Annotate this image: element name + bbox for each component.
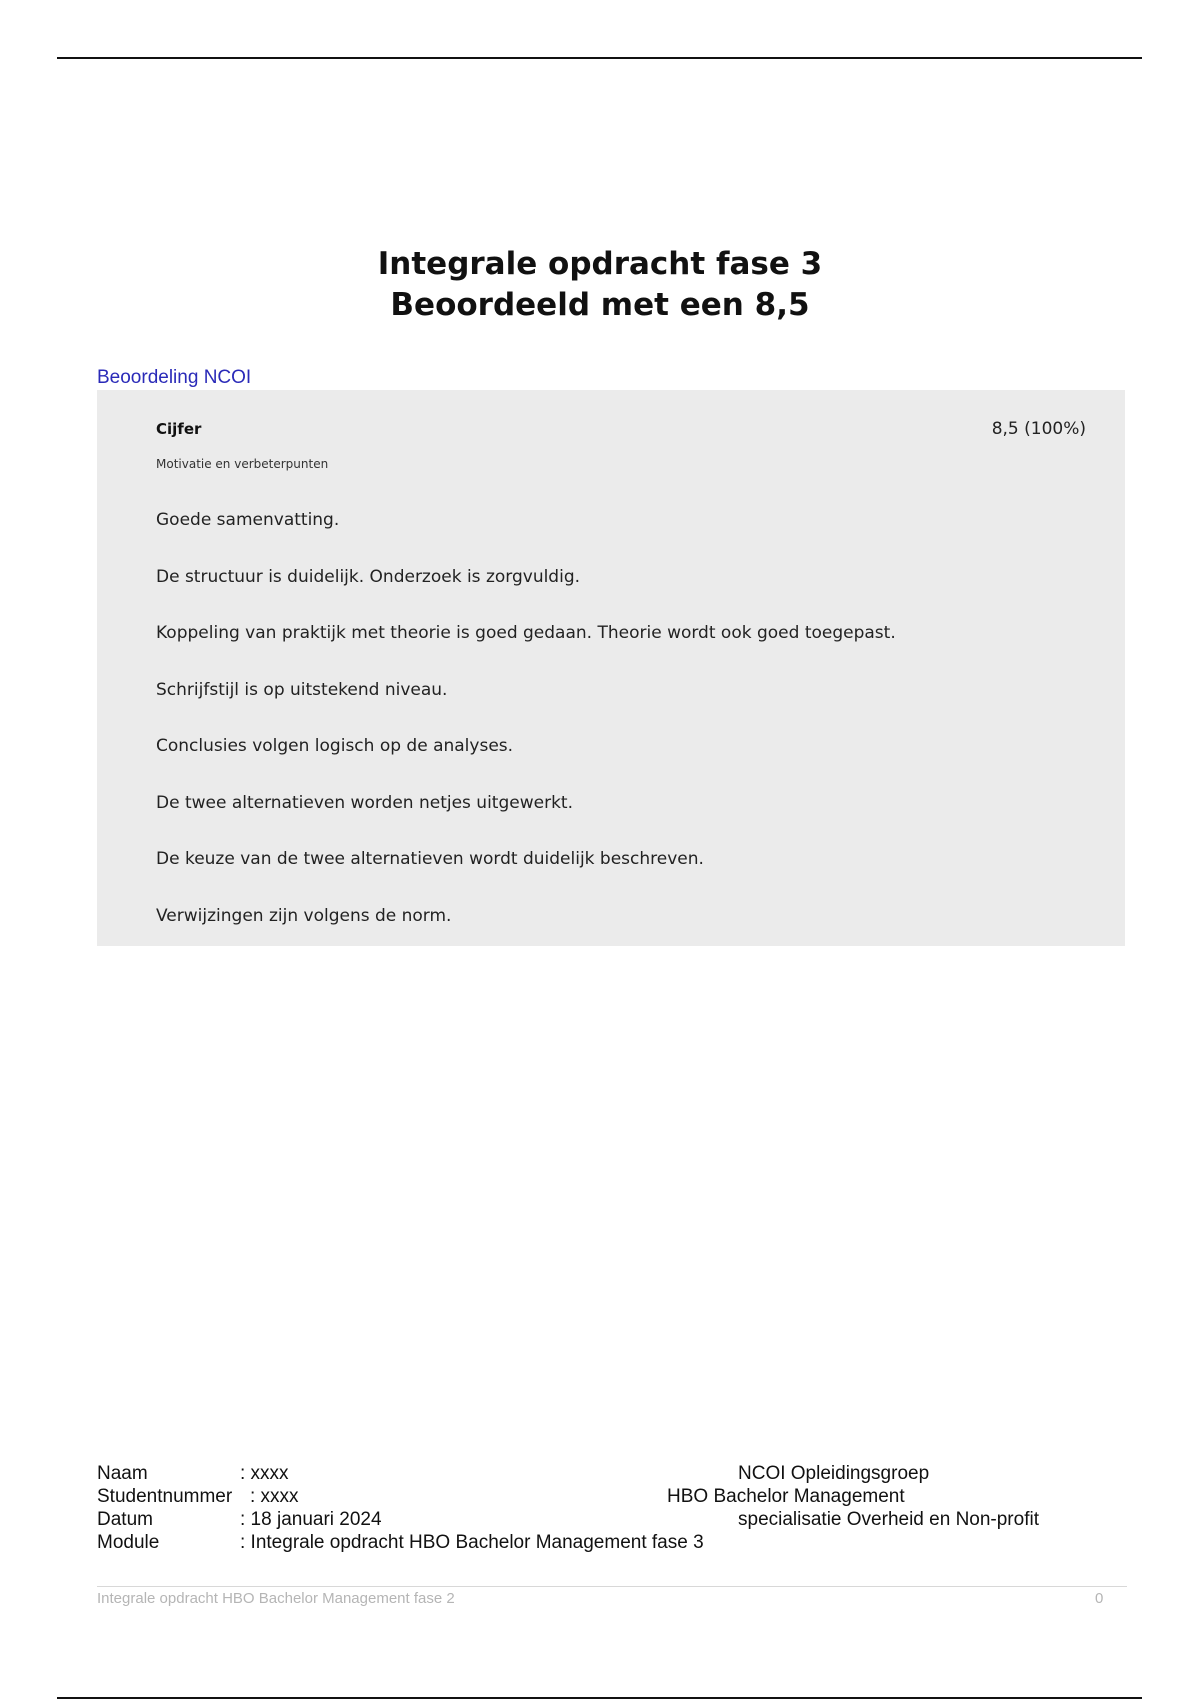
assessment-panel xyxy=(97,390,1125,946)
comment-item: Goede samenvatting. xyxy=(156,510,340,530)
program-name: HBO Bachelor Management xyxy=(667,1486,905,1507)
bottom-rule xyxy=(57,1697,1142,1699)
grade-value: 8,5 (100%) xyxy=(991,419,1086,439)
page-title xyxy=(0,244,1200,326)
meta-value: : Integrale opdracht HBO Bachelor Management fase 3 xyxy=(240,1532,704,1553)
meta-value: : 18 januari 2024 xyxy=(240,1509,382,1530)
meta-key: Module xyxy=(97,1532,160,1553)
motivation-label: Motivatie en verbeterpunten xyxy=(156,457,329,471)
meta-key: Studentnummer xyxy=(97,1486,233,1507)
comment-list xyxy=(156,509,896,961)
meta-row-module xyxy=(97,1531,1097,1554)
footer-text: Integrale opdracht HBO Bachelor Management fase 2 xyxy=(97,1590,455,1607)
title-line-1: Integrale opdracht fase 3 xyxy=(377,246,823,282)
page-number: 0 xyxy=(1095,1590,1104,1607)
grade-label: Cijfer xyxy=(156,420,202,438)
assessment-label: Beoordeling NCOI xyxy=(97,367,252,388)
comment-item: De structuur is duidelijk. Onderzoek is zorgvuldig. xyxy=(156,566,581,587)
footer-divider xyxy=(97,1586,1127,1587)
comment-item: De twee alternatieven worden netjes uitgewerkt. xyxy=(156,792,573,813)
comment-item: Conclusies volgen logisch op de analyses. xyxy=(156,736,514,756)
comment-item: Verwijzingen zijn volgens de norm. xyxy=(156,905,452,926)
specialisation-name: specialisatie Overheid en Non-profit xyxy=(738,1509,1039,1530)
meta-key: Naam xyxy=(97,1463,148,1484)
comment-item: Koppeling van praktijk met theorie is goed gedaan. Theorie wordt ook goed toegepast. xyxy=(156,623,896,643)
top-rule xyxy=(57,57,1142,59)
comment-item: Schrijfstijl is op uitstekend niveau. xyxy=(156,679,448,700)
document-meta xyxy=(97,1462,1097,1554)
meta-value: : xxxx xyxy=(250,1486,299,1507)
title-line-2: Beoordeeld met een 8,5 xyxy=(390,287,810,323)
institution-name: NCOI Opleidingsgroep xyxy=(738,1463,930,1484)
comment-item: De keuze van de twee alternatieven wordt duidelijk beschreven. xyxy=(156,849,704,869)
meta-row-date xyxy=(97,1508,1097,1531)
meta-key: Datum xyxy=(97,1509,153,1530)
meta-row-name xyxy=(97,1462,1097,1485)
meta-value: : xxxx xyxy=(240,1463,289,1484)
meta-row-student-number xyxy=(97,1485,1097,1508)
